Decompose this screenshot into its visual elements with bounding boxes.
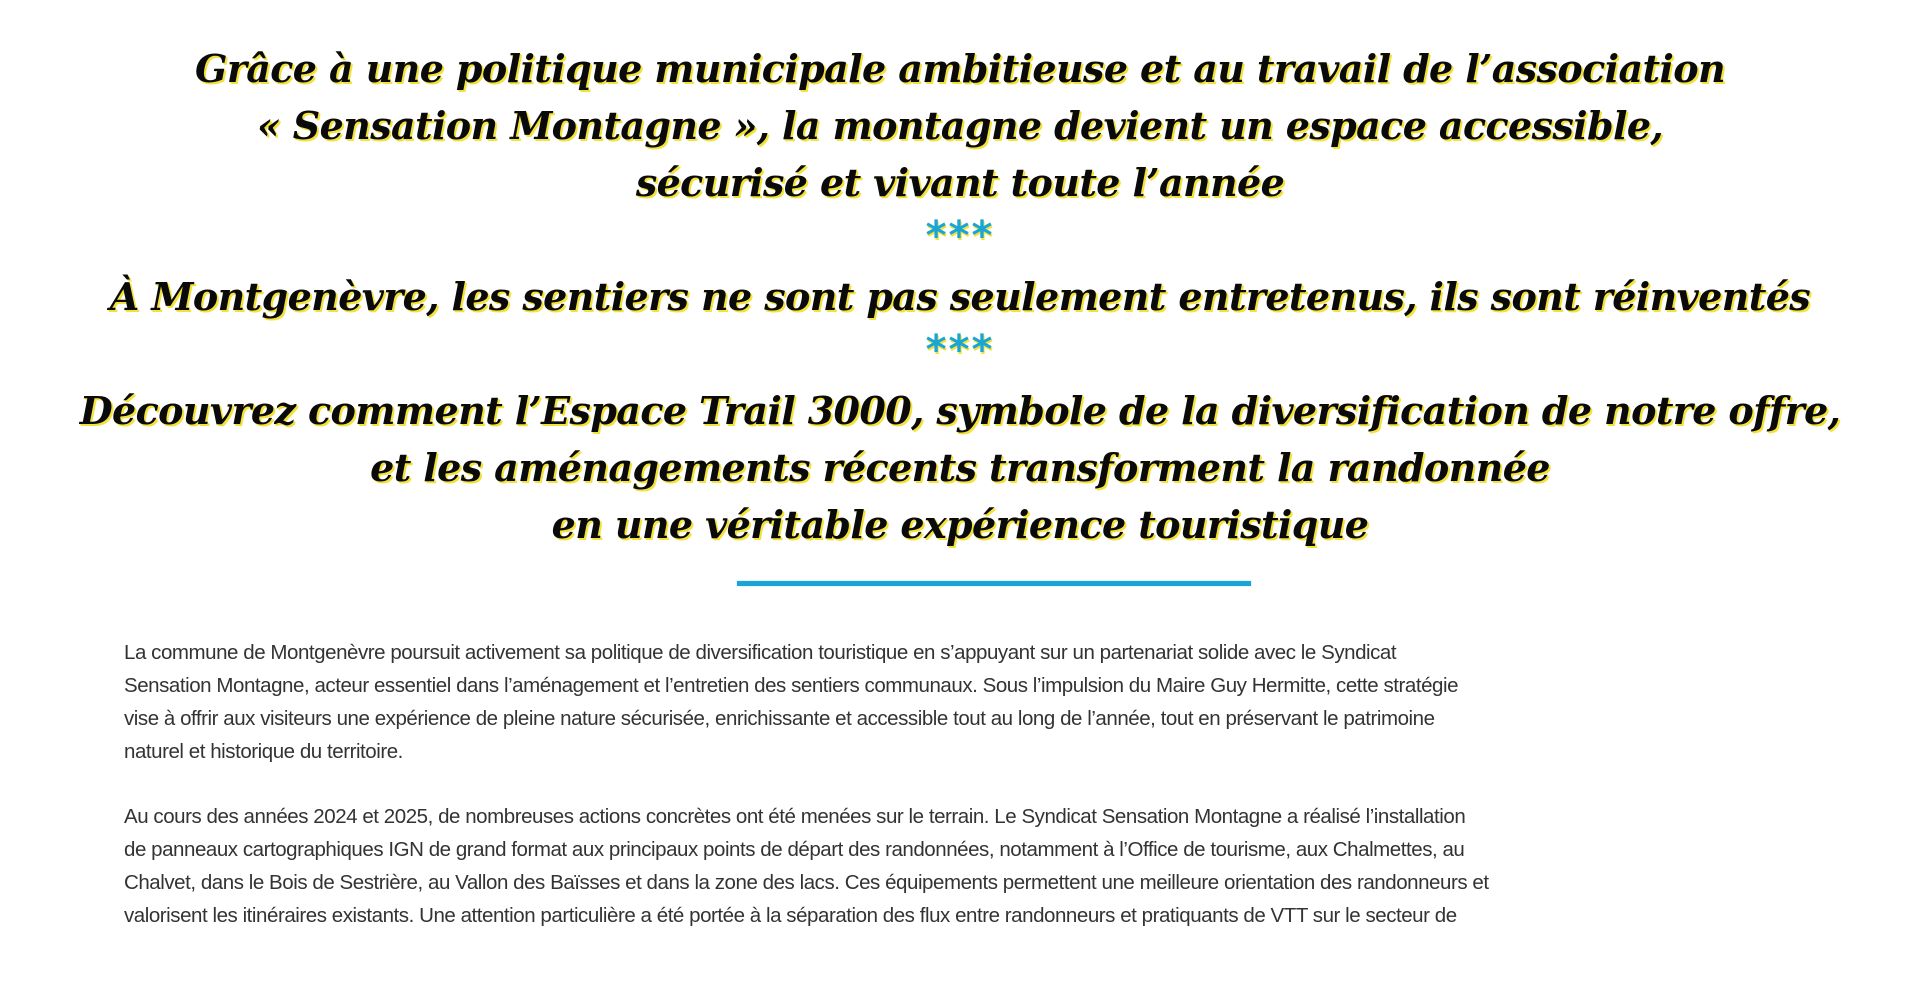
- paragraph-line: naturel et historique du territoire.: [124, 740, 403, 763]
- paragraph-line: La commune de Montgenèvre poursuit activement sa politique de diversification touristique en s’appuyant sur un partenariat solide avec le Syndicat: [124, 641, 1397, 664]
- headline-line: Grâce à une politique municipale ambitieuse et au travail de l’association: [194, 46, 1726, 91]
- paragraph-line: vise à offrir aux visiteurs une expérience de pleine nature sécurisée, enrichissante et accessible tout au long de l’année, tout en préservant le patrimoine: [124, 707, 1435, 730]
- paragraph-line: Chalvet, dans le Bois de Sestrière, au Vallon des Baïsses et dans la zone des lacs. Ces équipements permettent une meilleure orientation des randonneurs et: [124, 871, 1489, 894]
- headline-line: sécurisé et vivant toute l’année: [635, 160, 1285, 205]
- paragraph-line: de panneaux cartographiques IGN de grand format aux principaux points de départ des randonnées, notamment à l’Office de tourisme, aux Chalmettes, au: [124, 838, 1465, 861]
- headline-line: en une véritable expérience touristique: [551, 502, 1369, 547]
- body-paragraph-2: [124, 800, 1824, 932]
- headline-line: Découvrez comment l’Espace Trail 3000, symbole de la diversification de notre offre,: [79, 388, 1841, 433]
- separator-stars: ***: [925, 327, 995, 373]
- headline-line: À Montgenèvre, les sentiers ne sont pas seulement entretenus, ils sont réinventés: [109, 274, 1811, 319]
- horizontal-rule-divider: [737, 581, 1251, 586]
- headline-intro: [0, 40, 1920, 211]
- paragraph-line: Au cours des années 2024 et 2025, de nombreuses actions concrètes ont été menées sur le terrain. Le Syndicat Sensation Montagne a réalisé l’installation: [124, 805, 1466, 828]
- body-paragraph-1: [124, 636, 1824, 768]
- headline-tagline: [0, 268, 1920, 325]
- paragraph-line: valorisent les itinéraires existants. Une attention particulière a été portée à la séparation des flux entre randonneurs et pratiquants de VTT sur le secteur de: [124, 904, 1457, 927]
- headline-line: « Sensation Montagne », la montagne devient un espace accessible,: [256, 103, 1664, 148]
- headline-discover: [0, 382, 1920, 553]
- separator-stars: ***: [925, 213, 995, 259]
- headline-line: et les aménagements récents transforment la randonnée: [370, 445, 1550, 490]
- paragraph-line: Sensation Montagne, acteur essentiel dans l’aménagement et l’entretien des sentiers communaux. Sous l’impulsion du Maire Guy Hermitte, cette stratégie: [124, 674, 1459, 697]
